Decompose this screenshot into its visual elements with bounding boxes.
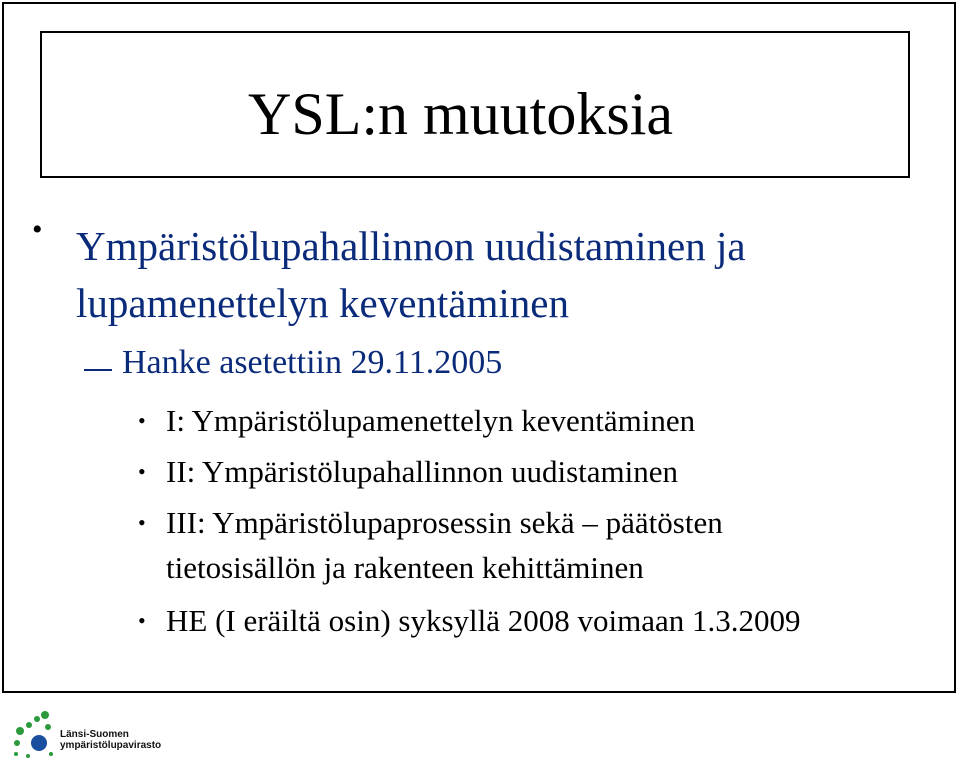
list-item: III: Ympäristölupaprosessin sekä – päätösten (166, 505, 723, 540)
agency-name (60, 729, 161, 751)
main-bullet-text: Ympäristölupahallinnon uudistaminen ja lupamenettelyn keventäminen (76, 223, 746, 326)
agency-name-line-1: Länsi-Suomen (60, 729, 129, 740)
list-item: HE (I eräiltä osin) syksyllä 2008 voimaan 1.3.2009 (166, 603, 801, 638)
bullet-dot: • (32, 213, 43, 246)
bullet-dot: • (138, 608, 146, 633)
agency-logo-icon (8, 706, 60, 764)
list-item: II: Ympäristölupahallinnon uudistaminen (166, 454, 678, 489)
dash-marker (84, 369, 112, 371)
list-item: I: Ympäristölupamenettelyn keventäminen (166, 403, 696, 438)
bullet-dot: • (138, 408, 146, 433)
agency-name-line-2: ympäristölupavirasto (60, 740, 162, 751)
sub-bullet-text: Hanke asetettiin 29.11.2005 (122, 344, 503, 381)
list-item-continuation: tietosisällön ja rakenteen kehittäminen (166, 550, 644, 585)
bullet-dot: • (138, 510, 146, 535)
slide-title: YSL:n muutoksia (248, 81, 674, 147)
bullet-dot: • (138, 459, 146, 484)
